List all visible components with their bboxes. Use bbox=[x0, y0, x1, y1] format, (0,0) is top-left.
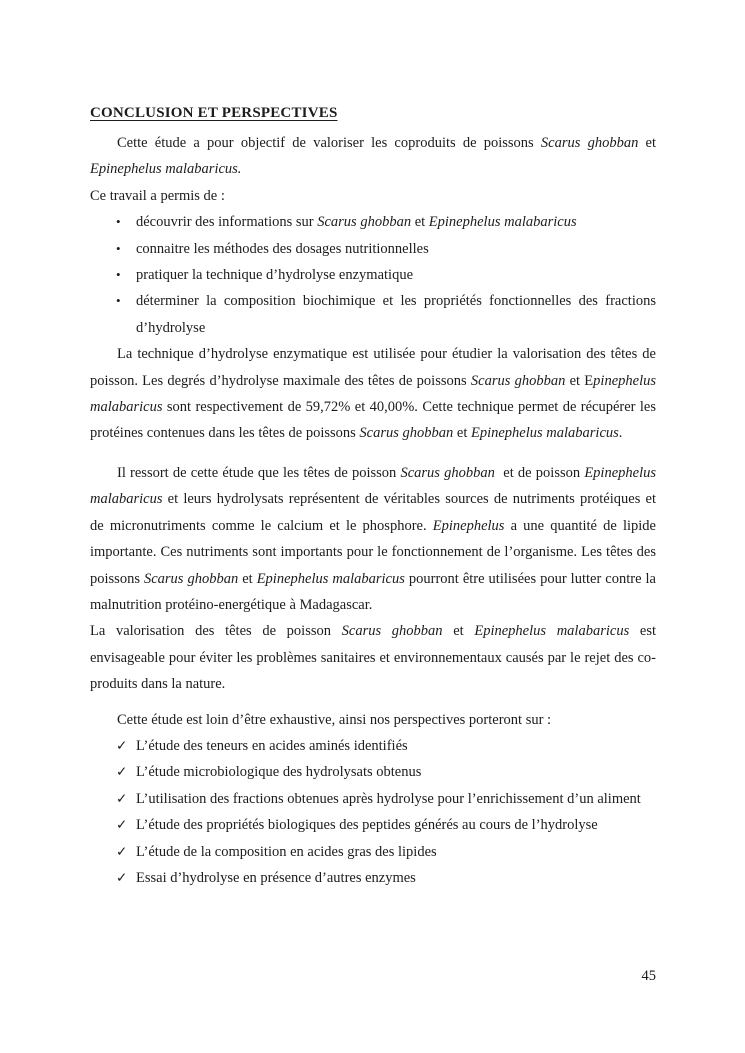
bullet-icon: • bbox=[116, 267, 121, 283]
paragraph-technique: La technique d’hydrolyse enzymatique est utilisée pour étudier la valorisation des têtes de poisson. Les degrés d’hydrolyse maximale des têtes de poissons Scarus ghobban et Epinephelus malabaricus sont respectivement de 59,72% et 40,00%. Cette technique permet de récupérer les protéines contenues dans les têtes de poissons Scarus ghobban et Epinephelus malabaricus. bbox=[90, 346, 656, 442]
checkmark-icon: ✓ bbox=[116, 764, 128, 780]
list-item bbox=[90, 865, 656, 891]
bullet-icon: • bbox=[116, 240, 121, 256]
list-item bbox=[90, 733, 656, 759]
list-item-text: L’étude des propriétés biologiques des peptides générés au cours de l’hydrolyse bbox=[136, 817, 598, 834]
list-item bbox=[90, 288, 656, 341]
list-item-text: connaitre les méthodes des dosages nutritionnelles bbox=[136, 240, 429, 257]
list-item bbox=[90, 209, 656, 235]
paragraph-travail: Ce travail a permis de : bbox=[90, 187, 225, 204]
list-item-text: déterminer la composition biochimique et les propriétés fonctionnelles des fractions d’hydrolyse bbox=[136, 293, 656, 336]
list-item bbox=[90, 812, 656, 838]
list-item-text: pratiquer la technique d’hydrolyse enzymatique bbox=[136, 267, 414, 284]
perspectives-check-list bbox=[90, 733, 656, 891]
list-item-text: L’étude microbiologique des hydrolysats obtenus bbox=[136, 764, 422, 781]
list-item-text: L’utilisation des fractions obtenues après hydrolyse pour l’enrichissement d’un aliment bbox=[136, 790, 641, 807]
objectives-bullet-list bbox=[90, 209, 656, 341]
list-item bbox=[90, 759, 656, 785]
list-item-text: L’étude de la composition en acides gras des lipides bbox=[136, 843, 437, 860]
checkmark-icon: ✓ bbox=[116, 817, 128, 833]
page-number: 45 bbox=[641, 968, 656, 984]
paragraph-perspectives-intro: Cette étude est loin d’être exhaustive, ainsi nos perspectives porteront sur : bbox=[117, 711, 552, 728]
page-title: CONCLUSION ET PERSPECTIVES bbox=[90, 105, 338, 121]
list-item bbox=[90, 262, 656, 288]
paragraph-valorisation: La valorisation des têtes de poisson Scarus ghobban et Epinephelus malabaricus est envisageable pour éviter les problèmes sanitaires et environnementaux causés par le rejet des co-produits dans la nature. bbox=[90, 623, 656, 693]
checkmark-icon: ✓ bbox=[116, 790, 128, 806]
list-item-text: découvrir des informations sur Scarus ghobban et Epinephelus malabaricus bbox=[136, 214, 577, 231]
list-item-text: Essai d’hydrolyse en présence d’autres enzymes bbox=[136, 869, 416, 886]
list-item bbox=[90, 236, 656, 262]
list-item bbox=[90, 786, 656, 812]
list-item-text: L’étude des teneurs en acides aminés identifiés bbox=[136, 737, 408, 754]
checkmark-icon: ✓ bbox=[116, 869, 128, 885]
list-item bbox=[90, 839, 656, 865]
paragraph-intro: Cette étude a pour objectif de valoriser les coproduits de poissons Scarus ghobban et Epinephelus malabaricus. bbox=[90, 135, 656, 178]
bullet-icon: • bbox=[116, 293, 121, 309]
page-content bbox=[90, 100, 656, 891]
paragraph-ressort: Il ressort de cette étude que les têtes de poisson Scarus ghobban et de poisson Epinephelus malabaricus et leurs hydrolysats représentent de véritables sources de nutriments protéiques et de micronutriments comme le calcium et le phosphore. Epinephelus a une quantité de lipide importante. Ces nutriments sont importants pour le fonctionnement de l’organisme. Les têtes des poissons Scarus ghobban et Epinephelus malabaricus pourront être utilisées pour lutter contre la malnutrition protéino-energétique à Madagascar. bbox=[90, 464, 656, 613]
bullet-icon: • bbox=[116, 214, 121, 230]
checkmark-icon: ✓ bbox=[116, 843, 128, 859]
checkmark-icon: ✓ bbox=[116, 737, 128, 753]
